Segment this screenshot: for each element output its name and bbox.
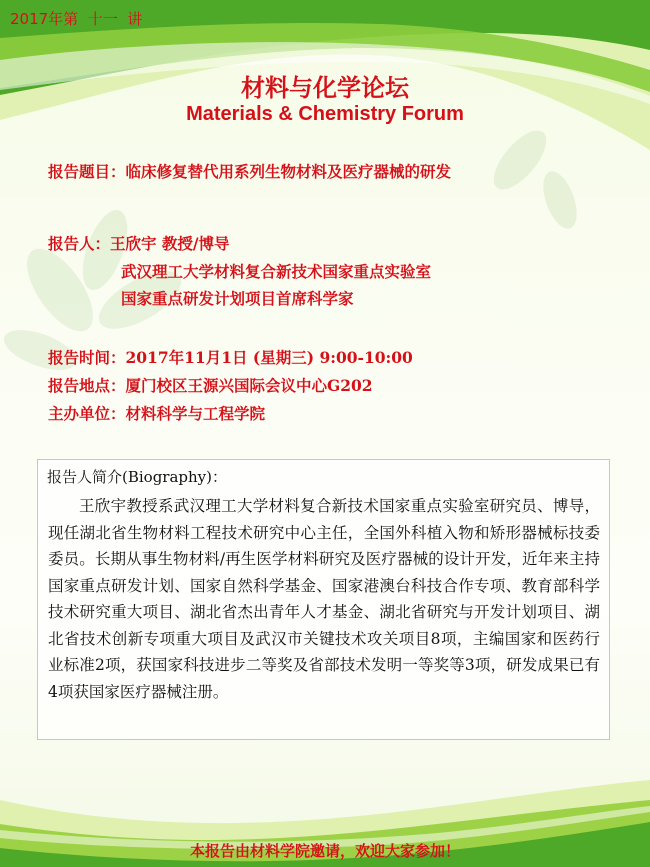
speaker-affiliation-lab: 武汉理工大学材料复合新技术国家重点实验室 [121, 262, 432, 281]
report-topic: 报告题目：临床修复替代用系列生物材料及医疗器械的研发 [48, 162, 452, 181]
biography-box [37, 459, 610, 740]
lecture-number: 2017年第 十一 讲 [10, 10, 143, 28]
report-time: 报告时间：2017年11月1日 (星期三) 9:00-10:00 [48, 348, 413, 367]
biography-text: 王欣宇教授系武汉理工大学材料复合新技术国家重点实验室研究员、博导，现任湖北省生物材料工程技术研究中心主任，全国外科植入物和矫形器械标技委委员。长期从事生物材料/再生医学材料研究及医疗器械的设计开发，近年来主持国家重点研发计划、国家自然科学基金、国家港澳台科技合作专项、教育部科学技术研究重大项目、湖北省杰出青年人才基金、湖北省研究与开发计划项目、湖北省技术创新专项重大项目及武汉市关键技术攻关项目8项，主编国家和医药行业标准2项，获国家科技进步二等奖及省部技术发明一等奖等3项，研发成果已有4项获国家医疗器械注册。 [48, 497, 600, 701]
invitation-footer: 本报告由材料学院邀请，欢迎大家参加！ [189, 842, 460, 860]
forum-title-cn: 材料与化学论坛 [241, 74, 409, 102]
report-venue: 报告地点：厦门校区王源兴国际会议中心G202 [48, 376, 373, 395]
speaker-affiliation-title: 国家重点研发计划项目首席科学家 [121, 289, 354, 308]
speaker: 报告人：王欣宇 教授/博导 [48, 234, 230, 253]
host-unit: 主办单位：材料科学与工程学院 [48, 404, 266, 423]
forum-title-en: Materials & Chemistry Forum [186, 103, 464, 125]
biography-heading: 报告人简介(Biography)： [47, 468, 228, 486]
